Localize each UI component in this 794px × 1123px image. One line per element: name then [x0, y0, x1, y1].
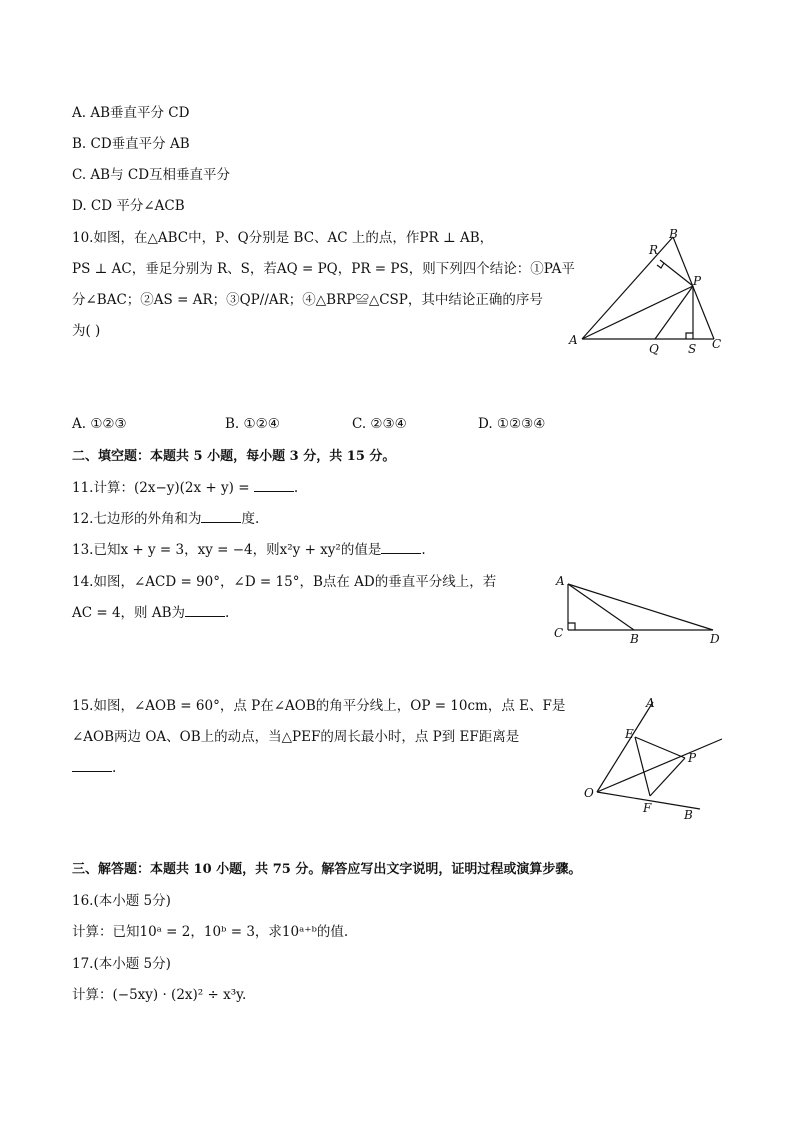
q10-line-2: PS ⊥ AC，垂足分别为 R、S，若AQ = PQ，PR = PS，则下列四个结论：①PA平 [72, 261, 575, 277]
q15-label-p: P [688, 751, 697, 765]
q10-label-r: R [649, 243, 659, 257]
q9-option-b: B. CD垂直平分 AB [72, 136, 190, 152]
q15-line-1: 15.如图，∠AOB = 60°，点 P在∠AOB的角平分线上，OP = 10cm，点 E、F是 [72, 698, 566, 714]
q14-label-b: B [630, 632, 639, 646]
section-2-heading: 二、填空题：本题共 5 小题，每小题 3 分，共 15 分。 [72, 449, 396, 464]
q17-text: 计算：(−5xy) · (2x)² ÷ x³y. [72, 987, 247, 1003]
q13: 13.已知x + y = 3，xy = −4，则x²y + xy²的值是 . [72, 542, 426, 558]
q15-line-3: . [72, 759, 116, 777]
q10-option-d: D. ①②③④ [478, 416, 546, 432]
q9-option-a: A. AB垂直平分 CD [72, 105, 190, 121]
q10-line-3: 分∠BAC；②AS = AR；③QP//AR；④△BRP≌△CSP，其中结论正确的序号 [72, 292, 543, 308]
q14-figure [550, 572, 730, 648]
q15-line-2: ∠AOB两边 OA、OB上的动点，当△PEF的周长最小时，点 P到 EF距离是 [72, 729, 520, 745]
q15-label-f: F [643, 801, 652, 815]
q15-figure [580, 692, 730, 824]
q15-label-a: A [646, 696, 655, 710]
q10-option-b: B. ①②④ [225, 416, 280, 432]
q10-option-a: A. ①②③ [72, 416, 127, 432]
q15-label-o: O [584, 786, 594, 800]
answer-blank [201, 510, 241, 523]
q11: 11.计算：(2x−y)(2x + y) = . [72, 480, 299, 496]
q10-label-s: S [688, 342, 697, 356]
section-3-heading: 三、解答题：本题共 10 小题，共 75 分。解答应写出文字说明，证明过程或演算步骤。 [72, 862, 582, 877]
q14-label-a: A [556, 574, 565, 588]
q15-label-b: B [684, 808, 693, 822]
answer-blank [185, 604, 225, 617]
q10-label-q: Q [649, 342, 659, 356]
answer-blank [254, 479, 294, 492]
q17-header: 17.(本小题 5分) [72, 956, 171, 972]
q10-label-p: P [693, 274, 702, 288]
q14-line-2: AC = 4，则 AB为 . [72, 605, 230, 621]
q10-label-b: B [669, 227, 678, 241]
q14-label-d: D [710, 632, 720, 646]
q10-line-1: 10.如图，在△ABC中，P、Q分别是 BC、AC 上的点，作PR ⊥ AB， [72, 230, 494, 246]
answer-blank [72, 759, 112, 772]
q10-label-c: C [712, 337, 722, 351]
q12: 12.七边形的外角和为 度. [72, 511, 260, 527]
q9-option-d: D. CD 平分∠ACB [72, 198, 185, 214]
q14-line-1: 14.如图，∠ACD = 90°，∠D = 15°，B点在 AD的垂直平分线上，若 [72, 574, 497, 590]
q10-label-a: A [569, 333, 578, 347]
q15-label-e: E [625, 727, 634, 741]
answer-blank [381, 541, 421, 554]
q16-text: 计算：已知10ᵃ = 2，10ᵇ = 3，求10ᵃ⁺ᵇ的值. [72, 924, 349, 940]
q14-label-c: C [554, 626, 564, 640]
q10-line-4: 为( ) [72, 323, 101, 339]
q16-header: 16.(本小题 5分) [72, 893, 171, 909]
q9-option-c: C. AB与 CD互相垂直平分 [72, 167, 231, 183]
q10-option-c: C. ②③④ [352, 416, 407, 432]
q10-figure [565, 222, 735, 362]
